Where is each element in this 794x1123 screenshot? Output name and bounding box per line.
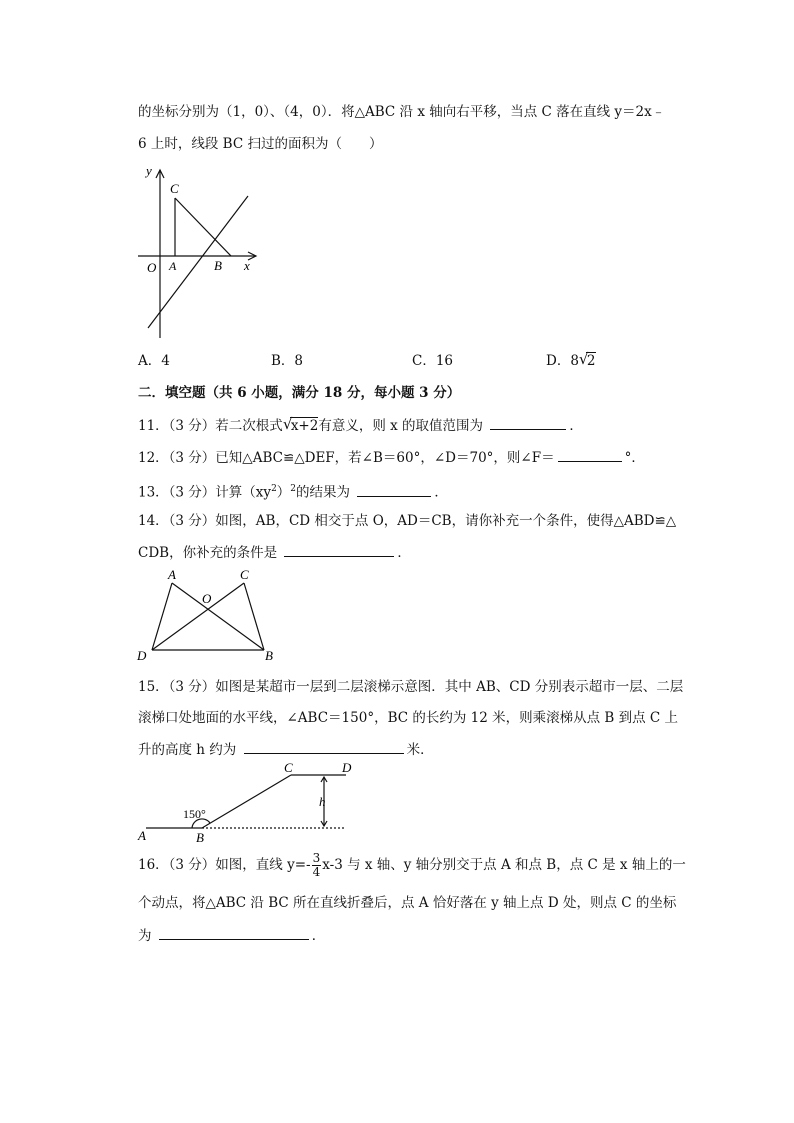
q16-post: x-3 与 x 轴、y 轴分别交于点 A 和点 B，点 C 是 x 轴上的一 — [322, 857, 686, 873]
q15-escalator-BC — [202, 775, 291, 828]
q11-answer-blank[interactable] — [490, 415, 566, 430]
q14-line2 — [138, 542, 411, 563]
q13-answer-blank[interactable] — [357, 482, 431, 497]
q10-option-d[interactable] — [546, 351, 596, 371]
q15-line1: 15．（3 分）如图是某超市一层到二层滚梯示意图．其中 AB、CD 分别表示超市一层、二层 — [138, 679, 684, 695]
q10-label-C: C — [170, 181, 179, 196]
q10-option-d-sqrt: √ 2 — [578, 350, 596, 369]
q10-label-A: A — [169, 259, 177, 273]
q14-label-D: D — [137, 648, 147, 663]
q10-text-line2: 6 上时，线段 BC 扫过的面积为（ ） — [138, 136, 383, 152]
q16-fraction — [312, 852, 322, 879]
q10-option-b[interactable] — [271, 351, 303, 371]
q11-end: ． — [569, 418, 583, 434]
q16-frac-den: 4 — [312, 865, 321, 879]
q14-label-C: C — [240, 567, 249, 582]
q10-option-d-label: D．8 — [546, 353, 579, 369]
q16-pre: 16．（3 分）如图，直线 y=- — [138, 857, 311, 873]
q16-frac-num: 3 — [312, 851, 321, 865]
q15-line2: 滚梯口处地面的水平线，∠ABC＝150°，BC 的长约为 12 米，则乘滚梯从点 B 到点 C 上 — [138, 710, 679, 726]
q14-segment-DC — [152, 583, 244, 650]
q15-line3-pre: 升的高度 h 约为 — [138, 742, 237, 758]
q14-line2-text: CDB，你补充的条件是 — [138, 545, 278, 561]
q16-line1 — [138, 852, 686, 879]
q10-coordinate-figure — [138, 158, 268, 340]
q10-label-B: B — [214, 258, 222, 273]
q12-answer-blank[interactable] — [558, 447, 622, 462]
q10-option-b-label: B．8 — [271, 353, 304, 369]
q14-figure — [134, 566, 284, 666]
q15-label-h: h — [319, 794, 326, 809]
q15-label-angle: 150° — [183, 807, 206, 821]
q10-option-a-label: A．4 — [138, 353, 170, 369]
q16-answer-blank[interactable] — [159, 925, 309, 940]
q12 — [138, 447, 645, 468]
q15-line3-end: 米． — [406, 742, 434, 758]
q13-sup2: 2 — [290, 484, 297, 494]
q15-line3 — [138, 739, 434, 760]
q13-end: ． — [434, 484, 448, 501]
q10-option-d-radicand: 2 — [586, 353, 596, 369]
q14-label-O: O — [202, 591, 212, 606]
q10-label-x: x — [244, 258, 250, 273]
q15-label-D: D — [342, 760, 352, 775]
q14-segment-CB — [244, 583, 264, 650]
q13-pre: 13．（3 分）计算（xy — [138, 484, 272, 501]
q11 — [138, 415, 583, 436]
q11-radicand: x+2 — [290, 418, 319, 434]
q16-line3-pre: 为 — [138, 928, 152, 944]
q15-label-B: B — [196, 830, 204, 845]
q14-label-A: A — [168, 567, 176, 582]
q13-mid: ） — [276, 484, 291, 501]
q10-option-c[interactable] — [412, 351, 453, 371]
q10-text-line1: 的坐标分别为（1，0）、（4，0）．将△ABC 沿 x 轴向右平移，当点 C 落在直线 y＝2x﹣ — [138, 104, 666, 120]
q15-label-A: A — [138, 828, 146, 843]
q14-label-B: B — [265, 648, 273, 663]
q13-post: 的结果为 — [296, 484, 351, 501]
q11-post: 有意义，则 x 的取值范围为 — [318, 418, 484, 434]
q14-line1: 14．（3 分）如图，AB，CD 相交于点 O，AD＝CB，请你补充一个条件，使得△ABD≌△ — [138, 513, 677, 529]
q16-line2: 个动点，将△ABC 沿 BC 所在直线折叠后，点 A 恰好落在 y 轴上点 D 处，则点 C 的坐标 — [138, 895, 677, 911]
q10-line-y-2x-6 — [148, 196, 248, 328]
q10-segment-CB — [175, 198, 231, 256]
q10-option-a[interactable] — [138, 351, 170, 371]
q13-sup1: 2 — [271, 484, 277, 494]
q10-label-O: O — [147, 260, 157, 275]
q11-pre: 11．（3 分）若二次根式 — [138, 418, 283, 434]
q14-segment-AB — [172, 583, 264, 650]
q16-line3 — [138, 925, 325, 946]
q13 — [138, 479, 448, 503]
q14-segment-DA — [152, 583, 172, 650]
q14-answer-blank[interactable] — [284, 542, 394, 557]
q12-pre: 12．（3 分）已知△ABC≌△DEF，若∠B＝60°，∠D＝70°，则∠F＝ — [138, 450, 555, 466]
q11-sqrt: √ x+2 — [282, 415, 319, 434]
q16-line3-end: ． — [311, 928, 326, 944]
q15-answer-blank[interactable] — [244, 739, 404, 754]
q15-label-C: C — [284, 760, 293, 775]
section-title-fill-in: 二．填空题（共 6 小题，满分 18 分，每小题 3 分） — [138, 385, 461, 401]
q15-escalator-figure — [136, 758, 366, 848]
q12-end: °． — [624, 450, 645, 466]
q14-end: ． — [397, 545, 411, 561]
q10-option-c-label: C．16 — [412, 353, 454, 369]
q10-label-y: y — [146, 163, 152, 178]
